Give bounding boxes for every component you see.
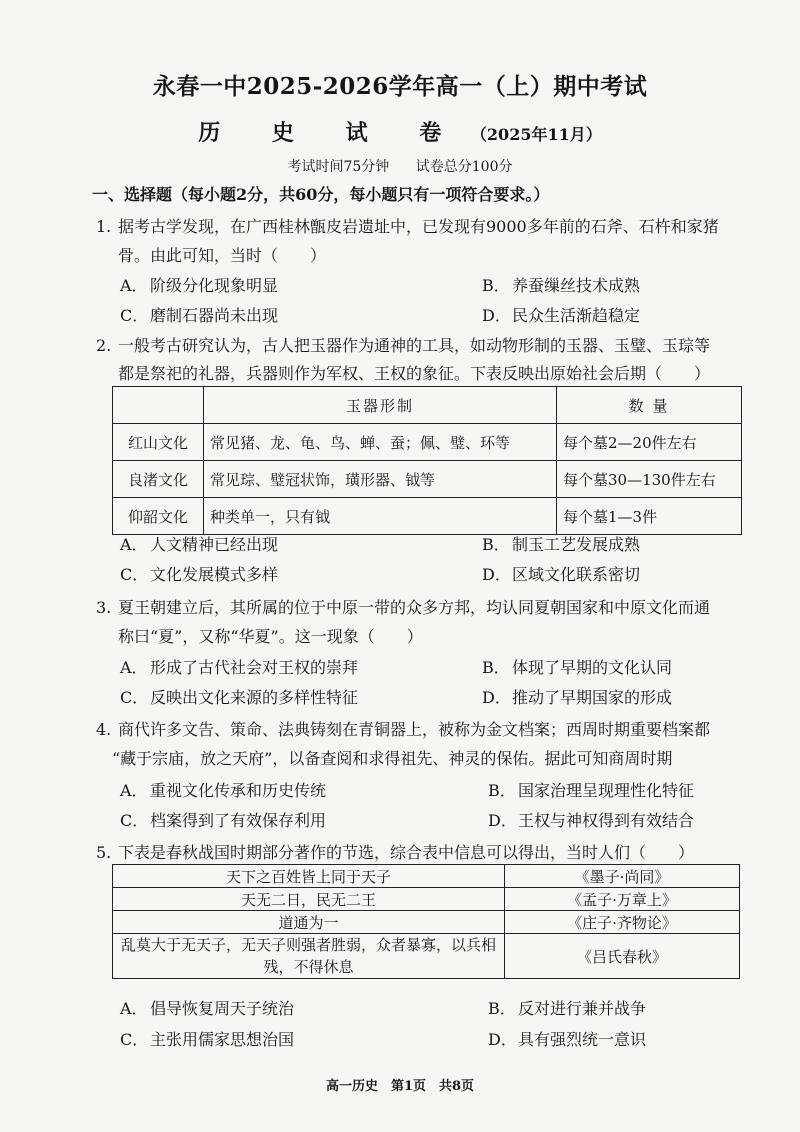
table-cell: 《孟子·万章上》: [505, 888, 740, 911]
q4-option-b: B． 国家治理呈现理性化特征: [488, 781, 695, 800]
section-heading: 一、选择题（每小题2分，共60分，每小题只有一项符合要求。）: [92, 185, 550, 204]
table-header: 玉器形制: [204, 387, 557, 424]
q3-option-c: C． 反映出文化来源的多样性特征: [120, 688, 359, 707]
table-cell: 红山文化: [113, 424, 204, 461]
table-row: [113, 498, 742, 535]
table-row: [113, 424, 742, 461]
exam-time: 考试时间75分钟: [287, 159, 390, 175]
q5-option-b: B． 反对进行兼并战争: [488, 999, 647, 1018]
question-3-line-1: 3. 夏王朝建立后，其所属的位于中原一带的众多方邦，均认同夏朝国家和中原文化而通: [96, 598, 711, 617]
table-cell: 每个墓2—20件左右: [557, 424, 742, 461]
table-cell: 道通为一: [113, 911, 505, 934]
question-1-line-1: 1. 据考古学发现，在广西桂林甑皮岩遗址中，已发现有9000多年前的石斧、石杵和家猪: [96, 217, 719, 236]
q2-option-b: B． 制玉工艺发展成熟: [482, 535, 641, 554]
question-1-line-2: 骨。由此可知，当时（ ）: [118, 246, 327, 265]
exam-score: 试卷总分100分: [415, 159, 513, 175]
q2-option-d: D．区域文化联系密切: [482, 565, 641, 584]
table-row: [113, 911, 740, 934]
q3-option-b: B． 体现了早期的文化认同: [482, 658, 673, 677]
q4-option-c: C． 档案得到了有效保存利用: [120, 811, 327, 830]
question-number: 2.: [96, 336, 112, 355]
exam-meta: [0, 156, 800, 176]
table-cell: 种类单一，只有钺: [204, 498, 557, 535]
q1-option-a: A． 阶级分化现象明显: [120, 276, 279, 295]
jade-table: [112, 386, 742, 535]
table-cell: 乱莫大于无天子，无天子则强者胜弱，众者暴寡，以兵相残，不得休息: [113, 934, 505, 979]
question-4-line-1: 4. 商代许多文告、策命、法典铸刻在青铜器上，被称为金文档案；西周时期重要档案都: [96, 720, 711, 739]
subject-title: 历 史 试 卷: [198, 120, 464, 146]
table-cell: 《墨子·尚同》: [505, 865, 740, 888]
table-row: [113, 934, 740, 979]
q4-option-a: A． 重视文化传承和历史传统: [120, 781, 327, 800]
table-row: [113, 865, 740, 888]
question-2-line-2: 都是祭祀的礼器，兵器则作为军权、王权的象征。下表反映出原始社会后期（ ）: [118, 364, 711, 383]
page-footer: 高一历史 第1页 共8页: [325, 1079, 475, 1094]
table-row: [113, 888, 740, 911]
question-number: 1.: [96, 217, 112, 236]
exam-date: （2025年11月）: [470, 125, 602, 144]
question-5-line-1: 5. 下表是春秋战国时期部分著作的节选，综合表中信息可以得出，当时人们（ ）: [96, 843, 695, 862]
table-cell: 常见琮、璧冠状饰，璜形器、钺等: [204, 461, 557, 498]
table-cell: 《庄子·齐物论》: [505, 911, 740, 934]
q3-option-a: A． 形成了古代社会对王权的崇拜: [120, 658, 359, 677]
question-4-line-2: “藏于宗庙，放之天府”，以备查阅和求得祖先、神灵的保佑。据此可知商周时期: [112, 749, 673, 768]
table-cell: 天无二日，民无二王: [113, 888, 505, 911]
question-3-line-2: 称曰“夏”，又称“华夏”。这一现象（ ）: [118, 627, 423, 646]
exam-title: 永春一中2025-2026学年高一（上）期中考试: [152, 73, 648, 100]
quotes-table: [112, 864, 740, 979]
question-number: 5.: [96, 843, 112, 862]
question-number: 3.: [96, 598, 112, 617]
q5-option-c: C． 主张用儒家思想治国: [120, 1030, 295, 1049]
table-row: [113, 461, 742, 498]
question-number: 4.: [96, 720, 112, 739]
q1-option-c: C． 磨制石器尚未出现: [120, 306, 279, 325]
q1-option-d: D．民众生活渐趋稳定: [482, 306, 641, 325]
table-cell: 良渚文化: [113, 461, 204, 498]
table-cell: 每个墓1—3件: [557, 498, 742, 535]
q2-option-a: A． 人文精神已经出现: [120, 535, 279, 554]
exam-subtitle: [0, 116, 800, 147]
table-cell: 《吕氏春秋》: [505, 934, 740, 979]
table-cell: 每个墓30—130件左右: [557, 461, 742, 498]
q5-option-d: D．具有强烈统一意识: [488, 1030, 647, 1049]
q3-option-d: D．推动了早期国家的形成: [482, 688, 673, 707]
table-header: 数 量: [557, 387, 742, 424]
table-cell: 常见猪、龙、龟、鸟、蝉、蚕；佩、璧、环等: [204, 424, 557, 461]
question-2-line-1: 2. 一般考古研究认为，古人把玉器作为通神的工具，如动物形制的玉器、玉璧、玉琮等: [96, 336, 711, 355]
table-cell: 仰韶文化: [113, 498, 204, 535]
q1-option-b: B． 养蚕缫丝技术成熟: [482, 276, 641, 295]
table-cell: 天下之百姓皆上同于天子: [113, 865, 505, 888]
q5-option-a: A． 倡导恢复周天子统治: [120, 999, 295, 1018]
table-cell: [113, 387, 204, 424]
q2-option-c: C． 文化发展模式多样: [120, 565, 279, 584]
table-header-row: [113, 387, 742, 424]
q4-option-d: D．王权与神权得到有效结合: [488, 811, 695, 830]
